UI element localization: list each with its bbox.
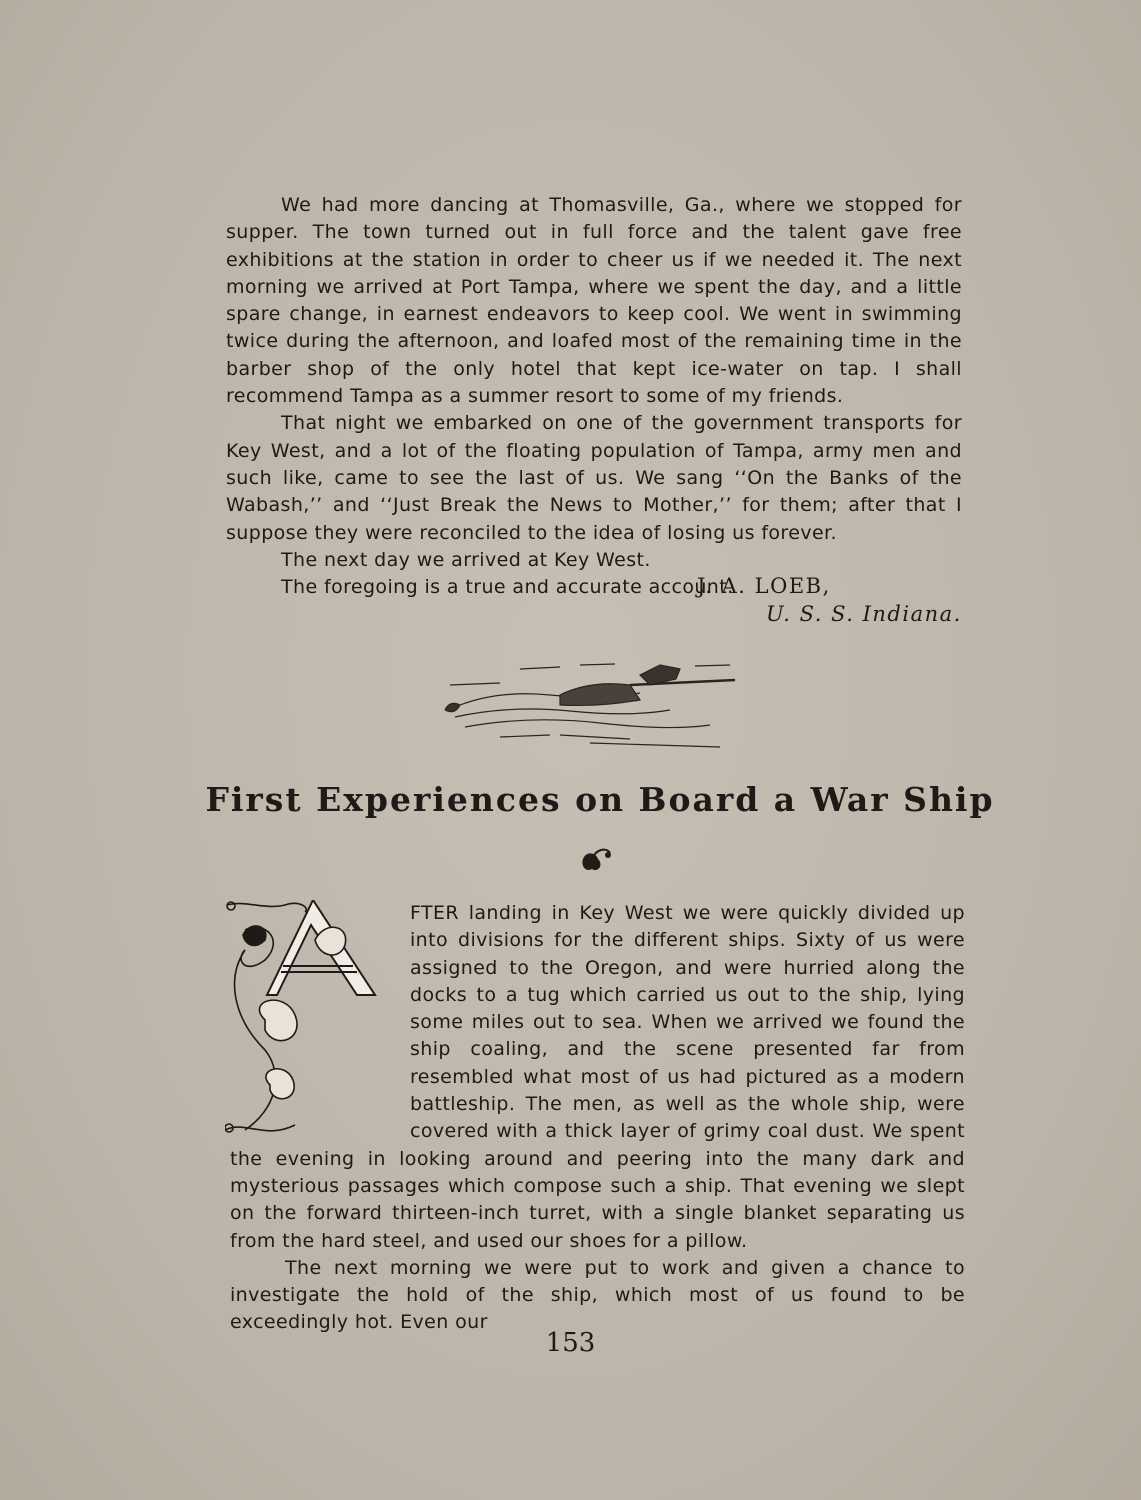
- svg-text:A: A: [310, 980, 312, 981]
- signature-ship: U. S. S. Indiana.: [766, 602, 962, 626]
- opening-text: [226, 192, 962, 601]
- paragraph: The foregoing is a true and accurate account.: [281, 576, 734, 599]
- second-paragraph: The next morning we were put to work and given a chance to investigate the hold of the ship, which most of us found to be exceedingly hot. Even our: [230, 1256, 965, 1334]
- decorative-initial-a-icon: [225, 900, 400, 1143]
- page-number: 153: [545, 1328, 596, 1358]
- paragraph: The next day we arrived at Key West.: [281, 548, 651, 571]
- article-title: First Experiences on Board a War Ship: [205, 780, 995, 819]
- leaf-ornament-icon: [578, 843, 614, 877]
- prone-soldier-illustration: [440, 655, 740, 755]
- paragraph: That night we embarked on one of the government transports for Key West, and a lot of the floating population of Tampa, army men and such like, came to see the last of us. We sang ‘‘On the Banks of the Wabash,’’ and ‘‘Just Break the News to Mother,’’ for them; after that I suppose they were reconciled to the idea of losing us forever.: [226, 412, 962, 544]
- signature-name: J. A. LOEB,: [697, 574, 831, 598]
- article-body: [230, 900, 965, 1337]
- first-paragraph: FTER landing in Key West we were quickly divided up into divisions for the different ships. Sixty of us were assigned to the Oregon, and were hurried along the docks to a tug which carried us out to the ship, lying some miles out to sea. When we arrived we found the ship coaling, and the scene presented far from resembled what most of us had pictured as a modern battleship. The men, as well as the whole ship, were covered with a thick layer of grimy coal dust. We spent the evening in looking around and peering into the many dark and mysterious passages which compose such a ship. That evening we slept on the forward thirteen-inch turret, with a single blanket separating us from the hard steel, and used our shoes for a pillow.: [230, 902, 965, 1252]
- paragraph: We had more dancing at Thomasville, Ga., where we stopped for supper. The town turned out in full force and the talent gave free exhibitions at the station in order to cheer us if we needed it. The next morning we arrived at Port Tampa, where we spent the day, and a little spare change, in earnest endeavors to keep cool. We went in swimming twice during the afternoon, and loafed most of the remaining time in the barber shop of the only hotel that kept ice-water on tap. I shall recommend Tampa as a summer resort to some of my friends.: [226, 194, 962, 408]
